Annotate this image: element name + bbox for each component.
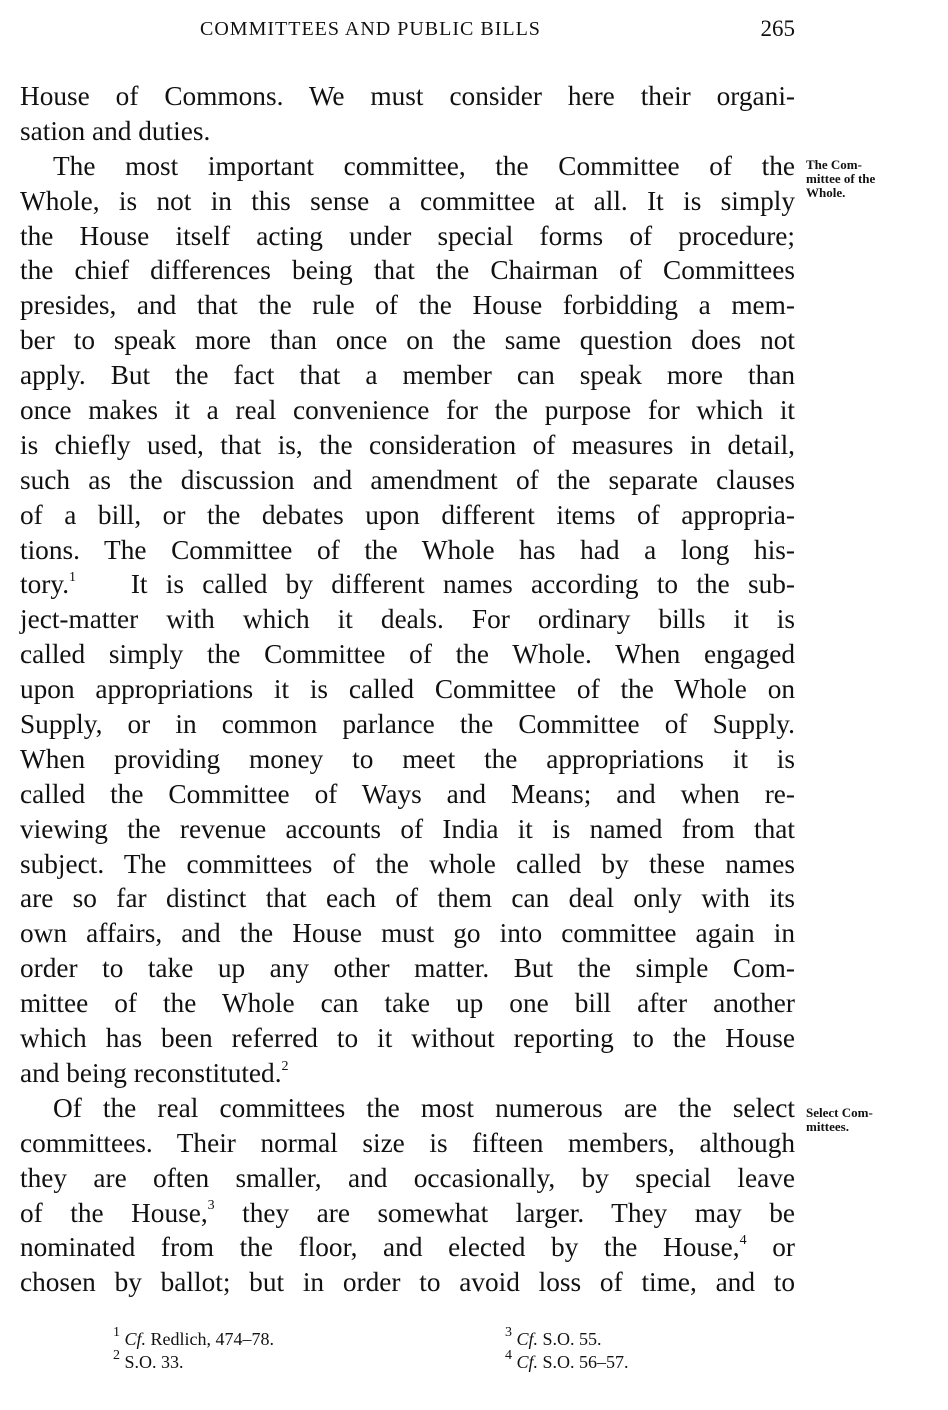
text-line: ject-matter with which it deals. For ordinary bills it is <box>20 604 795 635</box>
text-line: such as the discussion and amendment of the separate clauses <box>20 464 795 495</box>
text-line: called simply the Committee of the Whole. When engaged <box>20 639 795 670</box>
text-line <box>20 567 795 602</box>
margin-note-line: Whole. <box>806 185 846 200</box>
footnote <box>505 1348 629 1373</box>
text-line: once makes it a real convenience for the purpose for which it <box>20 395 795 426</box>
text-run: It is called by different names according to the sub- <box>130 569 795 600</box>
footnote-ref: 1 <box>69 570 77 586</box>
margin-note-select-committees <box>806 1106 946 1134</box>
footnote <box>113 1348 184 1373</box>
text-line: sation and duties. <box>20 115 211 146</box>
text-line: viewing the revenue accounts of India it is named from that <box>20 813 795 844</box>
text-line: The most important committee, the Committee of the <box>53 150 795 181</box>
page-header <box>20 16 795 46</box>
text-line: apply. But the fact that a member can speak more than <box>20 360 795 391</box>
text-line <box>20 1196 795 1231</box>
text-line: the House itself acting under special forms of procedure; <box>20 220 795 251</box>
text-run: or <box>772 1232 795 1263</box>
footnote-mark: 2 <box>113 1348 120 1363</box>
footnote-cf: Cf. <box>516 1329 539 1349</box>
text-line: chosen by ballot; but in order to avoid loss of time, and to <box>20 1267 795 1298</box>
footnote-text: Redlich, 474–78. <box>150 1329 275 1349</box>
text-line: Of the real committees the most numerous are the select <box>53 1092 795 1123</box>
text-line: Whole, is not in this sense a committee at all. It is simply <box>20 185 795 216</box>
footnote <box>505 1325 602 1350</box>
text-line: called the Committee of Ways and Means; and when re- <box>20 778 795 809</box>
text-run: tory. <box>20 569 70 600</box>
body-text <box>20 79 795 1300</box>
text-line: committees. Their normal size is fifteen members, although <box>20 1127 795 1158</box>
footnote-mark: 3 <box>505 1325 512 1340</box>
footnote-text: S.O. 33. <box>124 1352 184 1372</box>
text-line: which has been referred to it without reporting to the House <box>20 1023 795 1054</box>
footnote-cf: Cf. <box>124 1329 147 1349</box>
text-line: of a bill, or the debates upon different items of appropria- <box>20 499 795 530</box>
margin-note-committee-of-whole <box>806 158 946 200</box>
footnote-ref: 3 <box>207 1198 215 1214</box>
text-line: subject. The committees of the whole called by these names <box>20 848 795 879</box>
text-line: is chiefly used, that is, the consideration of measures in detail, <box>20 429 795 460</box>
text-line: are so far distinct that each of them can deal only with its <box>20 883 795 914</box>
text-line: the chief differences being that the Chairman of Committees <box>20 255 795 286</box>
margin-note-line: Select Com- <box>806 1105 873 1120</box>
text-line <box>20 1230 795 1265</box>
text-run: nominated from the floor, and elected by the House, <box>20 1232 740 1263</box>
text-line: ber to speak more than once on the same question does not <box>20 325 795 356</box>
text-line: Supply, or in common parlance the Committee of Supply. <box>20 709 795 740</box>
text-run: and being reconstituted. <box>20 1057 282 1088</box>
text-line: When providing money to meet the appropriations it is <box>20 743 795 774</box>
text-line: presides, and that the rule of the House forbidding a mem- <box>20 290 795 321</box>
footnote-mark: 1 <box>113 1325 120 1340</box>
margin-note-line: mittee of the <box>806 171 876 186</box>
text-line: mittee of the Whole can take up one bill after another <box>20 988 795 1019</box>
footnote-cf: Cf. <box>516 1352 539 1372</box>
text-line: tions. The Committee of the Whole has had a long his- <box>20 534 795 565</box>
running-head: COMMITTEES AND PUBLIC BILLS <box>200 18 541 40</box>
margin-note-line: mittees. <box>806 1119 849 1134</box>
page-number: 265 <box>760 16 795 41</box>
text-line: order to take up any other matter. But the simple Com- <box>20 953 795 984</box>
footnote-ref: 2 <box>281 1058 289 1074</box>
text-line <box>20 1056 795 1091</box>
footnote-text: S.O. 56–57. <box>542 1352 629 1372</box>
text-line: they are often smaller, and occasionally, by special leave <box>20 1162 795 1193</box>
footnote <box>113 1325 275 1350</box>
text-line: House of Commons. We must consider here their organi- <box>20 81 795 111</box>
footnote-mark: 4 <box>505 1348 512 1363</box>
text-run: they are somewhat larger. They may be <box>242 1197 795 1228</box>
text-run: of the House, <box>20 1197 208 1228</box>
footnote-text: S.O. 55. <box>542 1329 602 1349</box>
footnote-ref: 4 <box>739 1233 747 1249</box>
text-line: upon appropriations it is called Committee of the Whole on <box>20 674 795 705</box>
margin-note-line: The Com- <box>806 157 862 172</box>
text-line: own affairs, and the House must go into committee again in <box>20 918 795 949</box>
